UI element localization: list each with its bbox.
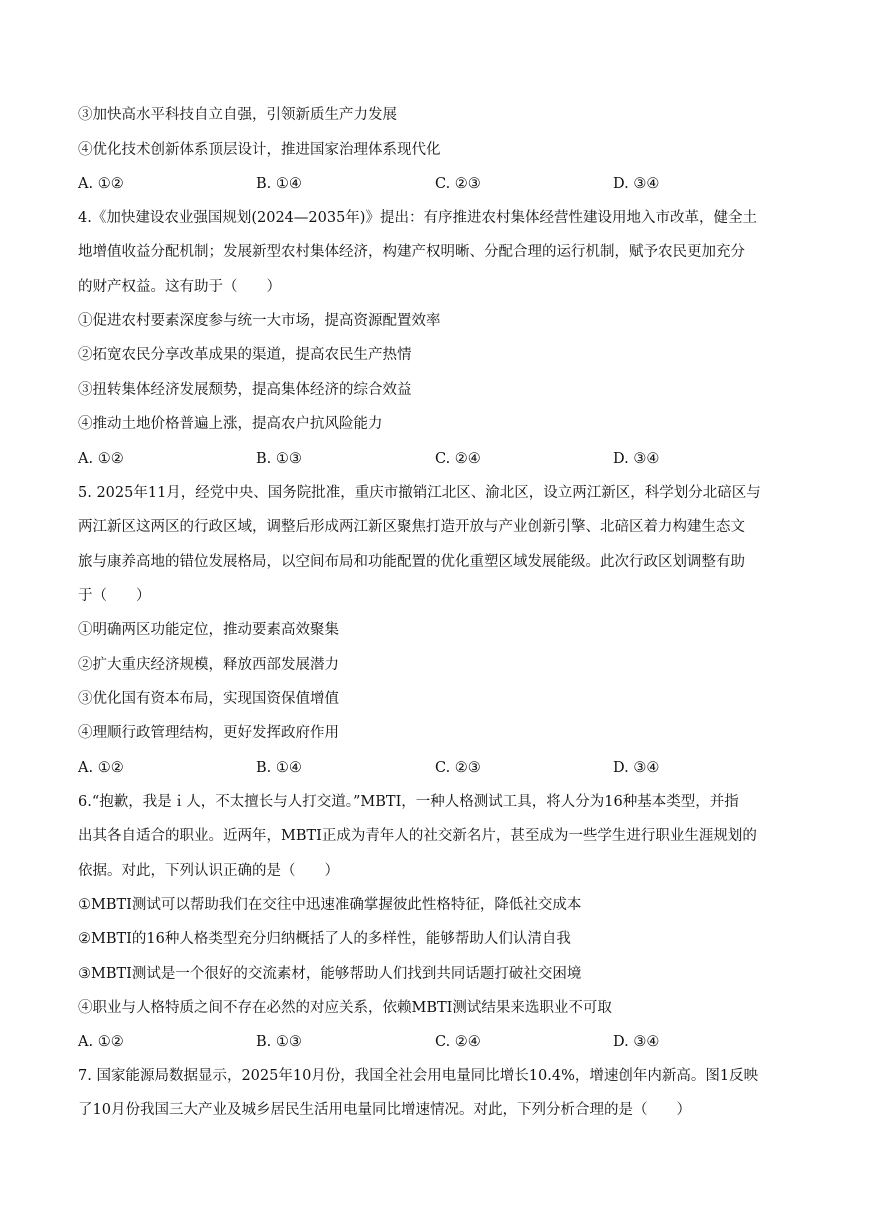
q5-option-d[interactable]: D. ③④ — [613, 760, 660, 776]
q5-option-a[interactable]: A. ①② — [78, 760, 124, 776]
q4-option-c[interactable]: C. ②④ — [435, 451, 481, 467]
q6-statement-3: ③MBTI测试是一个很好的交流素材，能够帮助人们找到共同话题打破社交困境 — [78, 966, 582, 982]
q5-statement-4: ④理顺行政管理结构，更好发挥政府作用 — [78, 725, 339, 741]
q6-option-c[interactable]: C. ②④ — [435, 1034, 481, 1050]
q4-statement-2: ②拓宽农民分享改革成果的渠道，提高农民生产热情 — [78, 347, 412, 363]
q6-statement-2: ②MBTI的16种人格类型充分归纳概括了人的多样性，能够帮助人们认清自我 — [78, 931, 571, 947]
q7-stem-line-1: 7. 国家能源局数据显示，2025年10月份，我国全社会用电量同比增长10.4%，增速创年内新高。图1反映 — [78, 1068, 759, 1084]
q6-stem-line-3: 依据。对此，下列认识正确的是（ ） — [78, 863, 339, 879]
q4-stem-line-3: 的财产权益。这有助于（ ） — [78, 279, 281, 295]
q5-option-c[interactable]: C. ②③ — [435, 760, 481, 776]
q4-option-b[interactable]: B. ①③ — [256, 451, 302, 467]
q3-option-c[interactable]: C. ②③ — [435, 176, 481, 192]
q3-option-b[interactable]: B. ①④ — [256, 176, 302, 192]
q5-stem-line-4: 于（ ） — [78, 588, 151, 604]
q4-statement-4: ④推动土地价格普遍上涨，提高农户抗风险能力 — [78, 416, 383, 432]
q6-option-b[interactable]: B. ①③ — [256, 1034, 302, 1050]
q4-option-a[interactable]: A. ①② — [78, 451, 124, 467]
q6-stem-line-2: 出其各自适合的职业。近两年，MBTI正成为青年人的社交新名片，甚至成为一些学生进行职业生涯规划的 — [78, 828, 757, 844]
q4-option-d[interactable]: D. ③④ — [613, 451, 660, 467]
q3-statement-3: ③加快高水平科技自立自强，引领新质生产力发展 — [78, 107, 397, 123]
q5-option-b[interactable]: B. ①④ — [256, 760, 302, 776]
q4-statement-1: ①促进农村要素深度参与统一大市场，提高资源配置效率 — [78, 313, 441, 329]
q6-option-d[interactable]: D. ③④ — [613, 1034, 660, 1050]
q7-stem-line-2: 了10月份我国三大产业及城乡居民生活用电量同比增速情况。对此，下列分析合理的是（ ） — [78, 1102, 691, 1118]
q5-statement-2: ②扩大重庆经济规模，释放西部发展潜力 — [78, 657, 339, 673]
q6-stem-line-1: 6.“抱歉，我是ｉ人，不太擅长与人打交道。”MBTI，一种人格测试工具，将人分为16种基本类型，并指 — [78, 794, 739, 810]
q3-statement-4: ④优化技术创新体系顶层设计，推进国家治理体系现代化 — [78, 142, 441, 158]
q3-options — [78, 174, 798, 194]
q4-stem-line-1: 4.《加快建设农业强国规划(2024—2035年)》提出：有序推进农村集体经营性建设用地入市改革，健全土 — [78, 210, 757, 226]
q3-option-a[interactable]: A. ①② — [78, 176, 124, 192]
q4-options — [78, 449, 798, 469]
q5-stem-line-3: 旅与康养高地的错位发展格局，以空间布局和功能配置的优化重塑区域发展能级。此次行政区划调整有助 — [78, 554, 745, 570]
q5-statement-3: ③优化国有资本布局，实现国资保值增值 — [78, 691, 339, 707]
q6-statement-1: ①MBTI测试可以帮助我们在交往中迅速准确掌握彼此性格特征，降低社交成本 — [78, 897, 582, 913]
q5-stem-line-2: 两江新区这两区的行政区域，调整后形成两江新区聚焦打造开放与产业创新引擎、北碚区着力构建生态文 — [78, 519, 745, 535]
q6-options — [78, 1032, 798, 1052]
q5-options — [78, 758, 798, 778]
q6-statement-4: ④职业与人格特质之间不存在必然的对应关系，依赖MBTI测试结果来选职业不可取 — [78, 1000, 612, 1016]
q5-statement-1: ①明确两区功能定位，推动要素高效聚集 — [78, 622, 339, 638]
q4-stem-line-2: 地增值收益分配机制；发展新型农村集体经济，构建产权明晰、分配合理的运行机制，赋予农民更加充分 — [78, 244, 745, 260]
q6-option-a[interactable]: A. ①② — [78, 1034, 124, 1050]
q3-option-d[interactable]: D. ③④ — [613, 176, 660, 192]
q4-statement-3: ③扭转集体经济发展颓势，提高集体经济的综合效益 — [78, 382, 412, 398]
q5-stem-line-1: 5. 2025年11月，经党中央、国务院批准，重庆市撤销江北区、渝北区，设立两江新区，科学划分北碚区与 — [78, 485, 761, 501]
